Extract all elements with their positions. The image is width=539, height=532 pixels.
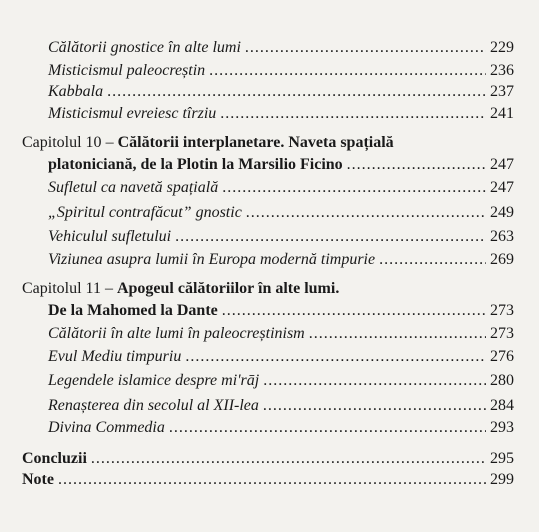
chapter-dash: – — [100, 280, 117, 297]
toc-entry[interactable] — [48, 227, 514, 247]
page-number: 241 — [490, 105, 514, 122]
page-number: 263 — [490, 228, 514, 245]
toc-entry[interactable] — [48, 418, 514, 438]
entry-title: Evul Mediu timpuriu — [48, 348, 182, 365]
dot-leader — [263, 396, 486, 416]
dot-leader — [175, 227, 486, 247]
dot-leader — [209, 61, 486, 81]
dot-leader — [222, 301, 486, 321]
dot-leader — [107, 82, 486, 102]
dot-leader — [169, 418, 486, 438]
page-number: 293 — [490, 419, 514, 436]
page-number: 269 — [490, 251, 514, 268]
dot-leader — [58, 470, 486, 490]
entry-title: Vehiculul sufletului — [48, 228, 172, 245]
dot-leader — [185, 347, 486, 367]
page-number: 284 — [490, 397, 514, 414]
toc-entry-conclusion[interactable] — [22, 449, 514, 469]
page-number: 236 — [490, 62, 514, 79]
chapter-11-heading-line2[interactable] — [48, 301, 514, 321]
chapter-11-heading-line1[interactable] — [22, 279, 514, 299]
entry-title: Misticismul evreiesc tîrziu — [48, 105, 217, 122]
chapter-title: Apogeul călătoriilor în alte lumi. — [116, 280, 340, 297]
page-number: 295 — [490, 450, 514, 467]
entry-title: Călătorii în alte lumi în paleocreștinism — [48, 325, 305, 342]
toc-entry[interactable] — [48, 178, 514, 198]
toc-entry[interactable] — [48, 324, 514, 344]
page-number: 237 — [490, 83, 514, 100]
chapter-label: Capitolul 11 — [22, 280, 101, 297]
entry-title: Legendele islamice despre mi'rāj — [48, 372, 260, 389]
chapter-label: Capitolul 10 — [22, 134, 102, 151]
entry-title: Renașterea din secolul al XII-lea — [48, 397, 259, 414]
entry-title: Concluzii — [22, 450, 87, 467]
page-number: 229 — [490, 39, 514, 56]
toc-entry[interactable] — [48, 250, 514, 270]
page-number: 299 — [490, 471, 514, 488]
dot-leader — [309, 324, 486, 344]
toc-entry[interactable] — [48, 371, 514, 391]
chapter-title: Călătorii interplanetare. Naveta spațială — [117, 134, 394, 151]
page-number: 273 — [490, 302, 514, 319]
dot-leader — [347, 155, 486, 175]
entry-title: Viziunea asupra lumii în Europa modernă timpurie — [48, 251, 376, 268]
entry-title: Misticismul paleocreștin — [48, 62, 206, 79]
entry-title: Kabbala — [48, 83, 104, 100]
dot-leader — [379, 250, 486, 270]
page-number: 247 — [490, 156, 514, 173]
page-number: 280 — [490, 372, 514, 389]
entry-title: „Spiritul contrafăcut” gnostic — [48, 204, 242, 221]
chapter-title-cont: platoniciană, de la Plotin la Marsilio Ficino — [48, 156, 343, 173]
chapter-10-heading-line1[interactable] — [22, 133, 514, 153]
page-number: 273 — [490, 325, 514, 342]
toc-entry[interactable] — [48, 82, 514, 102]
entry-title: Sufletul ca navetă spațială — [48, 179, 219, 196]
chapter-title-cont: De la Mahomed la Dante — [48, 302, 218, 319]
toc-entry[interactable] — [48, 203, 514, 223]
chapter-10-heading-line2[interactable] — [48, 155, 514, 175]
toc-entry[interactable] — [48, 38, 514, 58]
dot-leader — [91, 449, 486, 469]
entry-title: Note — [22, 471, 54, 488]
dot-leader — [263, 371, 486, 391]
dot-leader — [222, 178, 486, 198]
page-number: 276 — [490, 348, 514, 365]
chapter-dash: – — [101, 134, 118, 151]
toc-entry[interactable] — [48, 104, 514, 124]
toc-entry-notes[interactable] — [22, 470, 514, 490]
toc-entry[interactable] — [48, 347, 514, 367]
page-number: 249 — [490, 204, 514, 221]
page-number: 247 — [490, 179, 514, 196]
entry-title: Călătorii gnostice în alte lumi — [48, 39, 241, 56]
dot-leader — [246, 203, 486, 223]
entry-title: Divina Commedia — [48, 419, 165, 436]
dot-leader — [220, 104, 486, 124]
dot-leader — [245, 38, 486, 58]
toc-entry[interactable] — [48, 61, 514, 81]
toc-entry[interactable] — [48, 396, 514, 416]
